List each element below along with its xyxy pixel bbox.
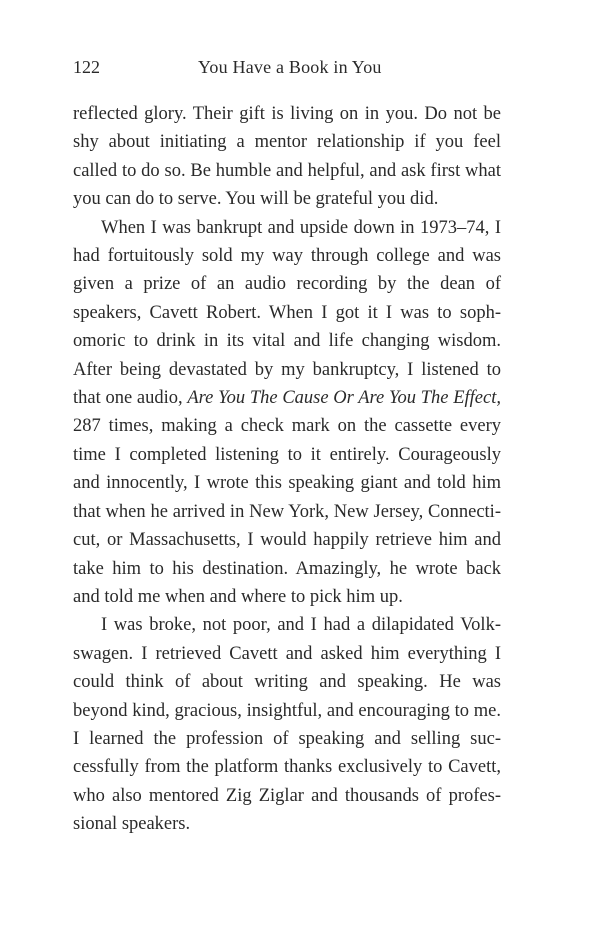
audio-title: Are You The Cause Or Are You The Effect, <box>187 388 501 409</box>
paragraph-3: I was broke, not poor, and I had a dilapidated Volkswagen. I retrieved Cavett and asked him everything I could think of about writing and speaking. He was beyond kind, gracious, insightful, and encouraging to me. I learned the profession of speaking and selling successfully from the platform thanks exclusively to Cavett, who also mentored Zig Ziglar and thousands of professional speakers. <box>73 615 501 835</box>
paragraph-2-text-a: When I was bankrupt and upside down in 1973–74, I had fortuitously sold my way through college and was given a prize of an audio recording by the dean of speakers, Cavett Robert. When I got it I was to sophomoric to drink in its vital and life changing wisdom. After being devastated by my bankruptcy, I listened to that one audio, <box>73 217 501 409</box>
body-text <box>73 100 501 839</box>
paragraph-2 <box>73 214 501 612</box>
paragraph-2-text-b: 287 times, making a check mark on the cassette every time I completed listening to it entirely. Courageously and innocently, I wrote this speaking giant and told him that when he arrived in New York, New Jersey, Connecticut, or Massachusetts, I would happily retrieve him and take him to his destination. Amazingly, he wrote back and told me when and where to pick him up. <box>73 416 501 607</box>
page-number: 122 <box>73 57 100 77</box>
book-title: You Have a Book in You <box>198 57 382 77</box>
paragraph-1: reflected glory. Their gift is living on in you. Do not be shy about initiating a mentor relationship if you feel called to do so. Be humble and helpful, and ask first what you can do to serve. You will be grateful you did. <box>73 104 501 210</box>
running-head <box>73 55 501 79</box>
